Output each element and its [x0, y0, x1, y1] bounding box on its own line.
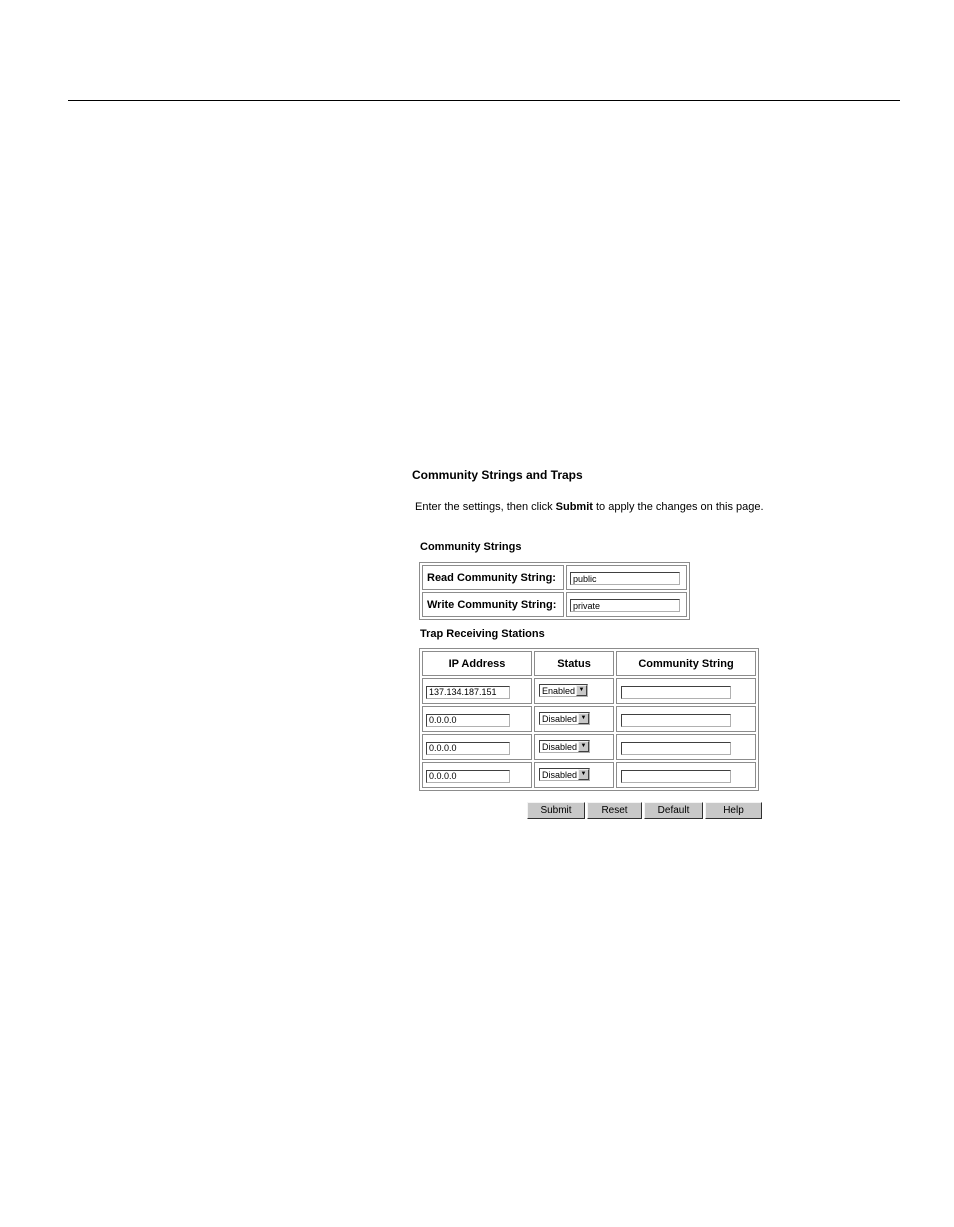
write-community-row: [422, 592, 687, 617]
community-string-input[interactable]: [621, 742, 731, 755]
reset-button[interactable]: Reset: [587, 802, 642, 819]
page-title: Community Strings and Traps: [412, 468, 583, 482]
chevron-down-icon[interactable]: ▼: [578, 741, 589, 752]
status-select[interactable]: [539, 684, 588, 697]
trap-header-row: [422, 651, 756, 676]
trap-stations-heading: Trap Receiving Stations: [420, 628, 545, 640]
submit-button[interactable]: Submit: [527, 802, 585, 819]
ip-address-input[interactable]: [426, 714, 510, 727]
table-row: [422, 678, 756, 704]
status-header: Status: [534, 651, 614, 676]
ip-address-header: IP Address: [422, 651, 532, 676]
chevron-down-icon[interactable]: ▼: [576, 685, 587, 696]
instructions-after: to apply the changes on this page.: [592, 501, 764, 513]
status-select-value: Disabled: [542, 769, 578, 780]
community-strings-table: [419, 562, 690, 620]
help-button[interactable]: Help: [705, 802, 762, 819]
header-rule: [68, 100, 900, 101]
status-select-value: Enabled: [542, 685, 576, 696]
ip-address-input[interactable]: [426, 742, 510, 755]
ip-address-input[interactable]: [426, 770, 510, 783]
default-button[interactable]: Default: [644, 802, 703, 819]
write-community-label: Write Community String:: [422, 592, 564, 617]
chevron-down-icon[interactable]: ▼: [578, 713, 589, 724]
ip-address-input[interactable]: [426, 686, 510, 699]
community-string-input[interactable]: [621, 714, 731, 727]
action-buttons: [527, 802, 762, 819]
status-select[interactable]: [539, 740, 590, 753]
chevron-down-icon[interactable]: ▼: [578, 769, 589, 780]
instructions-emphasis: Submit: [555, 501, 593, 513]
read-community-row: [422, 565, 687, 590]
community-strings-heading: Community Strings: [420, 541, 522, 553]
table-row: [422, 762, 756, 788]
status-select-value: Disabled: [542, 713, 578, 724]
community-string-header: Community String: [616, 651, 756, 676]
instructions-before: Enter the settings, then click: [415, 501, 556, 513]
write-community-input[interactable]: [570, 599, 680, 612]
community-string-input[interactable]: [621, 770, 731, 783]
instructions-text: [415, 501, 764, 513]
status-select[interactable]: [539, 768, 590, 781]
table-row: [422, 734, 756, 760]
status-select[interactable]: [539, 712, 590, 725]
status-select-value: Disabled: [542, 741, 578, 752]
table-row: [422, 706, 756, 732]
community-string-input[interactable]: [621, 686, 731, 699]
trap-stations-table: [419, 648, 759, 791]
read-community-label: Read Community String:: [422, 565, 564, 590]
read-community-input[interactable]: [570, 572, 680, 585]
